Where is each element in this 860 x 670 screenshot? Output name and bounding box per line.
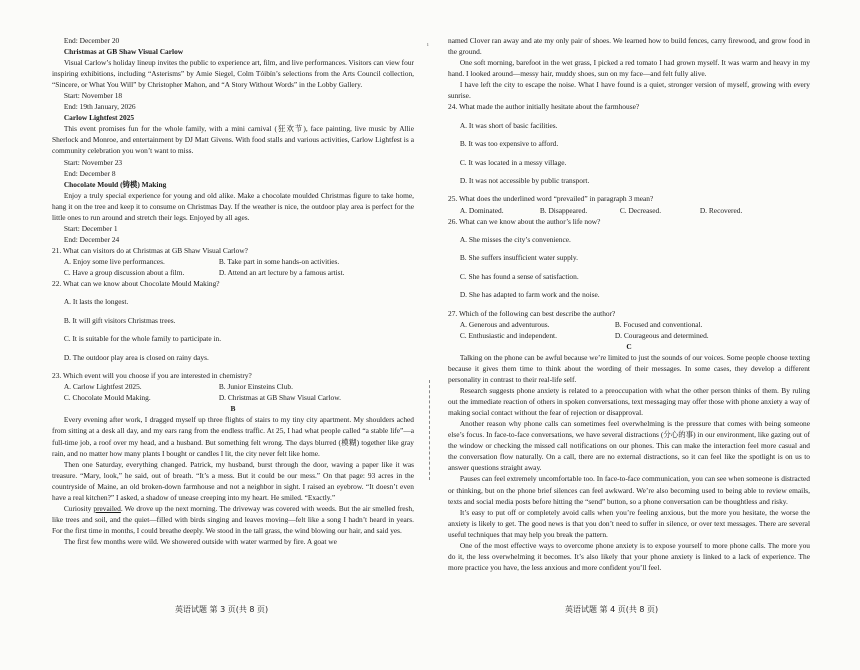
underlined-word: prevailed	[93, 503, 121, 513]
option-d[interactable]: D. She has adapted to farm work and the noise.	[459, 290, 600, 300]
question-27-options-row	[448, 330, 810, 341]
section-b-heading: B	[230, 404, 236, 414]
event-description: Visual Carlow’s holiday lineup invites the public to experience art, film, and live performances. Visitors can view four inspiring exhibitions, including “Asterisms” by Amie Siegel, Colm Tóibín’s selections from the Arts Council collection, “Sincere, or What You Will” by Christopher Mahon, and “A Story Without Words” in the Lobby Gallery.	[52, 58, 414, 90]
option-a[interactable]: A. Carlow Lightfest 2025.	[63, 382, 142, 392]
event-end-date: End: December 24	[63, 234, 120, 244]
option-a[interactable]: A. Dominated.	[459, 205, 504, 215]
question-25-stem: 25. What does the underlined word “prevailed” in paragraph 3 mean?	[448, 194, 654, 204]
option-d[interactable]: D. Recovered.	[699, 205, 743, 215]
option-d[interactable]: D. It was not accessible by public transport.	[459, 176, 590, 186]
event-end-date: End: 19th January, 2026	[63, 102, 136, 112]
page-footer: 英语试题 第 3 页(共 8 页)	[175, 605, 269, 614]
question-22-stem: 22. What can we know about Chocolate Mould Making?	[52, 279, 220, 289]
option-a[interactable]: A. It lasts the longest.	[63, 297, 129, 307]
option-a[interactable]: A. She misses the city’s convenience.	[459, 235, 571, 244]
question-24-stem: 24. What made the author initially hesitate about the farmhouse?	[448, 102, 640, 112]
option-b[interactable]: B. Junior Einsteins Club.	[218, 382, 293, 392]
paragraph-text: . We drove up the next morning. The driveway was covered with weeds. But the air smelled fresh, like trees and soil, and the quiet—filled with birds singing and leaves moving—felt like a song I hadn’t heard in years. For the first time in months, I could breathe deeply. We stood in the tall grass, the wind blowing our hair, and said yes.	[52, 503, 414, 535]
event-start-date: Start: December 1	[63, 223, 118, 233]
question-25-options-row	[448, 205, 810, 216]
option-c[interactable]: C. She has found a sense of satisfaction.	[459, 271, 579, 281]
option-d[interactable]: D. Courageous and determined.	[614, 330, 709, 340]
option-c[interactable]: C. Enthusiastic and independent.	[459, 330, 557, 340]
question-21-options-row	[52, 267, 414, 278]
option-d[interactable]: D. Attend an art lecture by a famous artist.	[218, 267, 345, 277]
passage-c-paragraph: Another reason why phone calls can sometimes feel overwhelming is the pressure that comes with being someone else’s focus. In face-to-face conversations, we have several distractions (分心的事) in our environment, like gazing out of the window or checking the missed call notifications on our phones. This can make the interaction feel more casual and the conversation flow naturally. On a call, there are no external distractions, so it can feel like the spotlight is on us to answer questions straight away.	[448, 419, 810, 473]
passage-c-paragraph: Talking on the phone can be awful because we’re limited to just the sounds of our voices. Some people choose texting because it gives them time to think about the wording of their messages. In some cases, they develop a different personality in contrast to their real-life self.	[448, 352, 810, 385]
option-c[interactable]: C. Chocolate Mould Making.	[63, 393, 151, 403]
event-start-date: Start: November 18	[63, 91, 123, 101]
option-c[interactable]: C. It is suitable for the whole family to participate in.	[63, 334, 222, 344]
passage-b-paragraph: Then one Saturday, everything changed. Patrick, my husband, burst through the door, waving a paper like it was treasure. “Mary, look,” he said, out of breath. “It’s a mess. But it could be our mess.” On that page: 93 acres in the countryside of Maine, an old broken-down farmhouse and not a neighbor in sight. I raised an eyebrow. “It doesn’t even have a real kitchen?” I asked, a shadow of unease creeping into my heart. He smiled. “Exactly.”	[52, 459, 414, 502]
paragraph-text: Curiosity	[63, 503, 94, 513]
passage-c-paragraph: Research suggests phone anxiety is related to a preoccupation with what the other person thinks of them. By ruling out the immediate reaction of others in spoken conversations, text messaging may offer those with phone anxiety a way of making social contact without the fear of rejection or disapproval.	[448, 386, 810, 418]
option-b[interactable]: B. It will gift visitors Christmas trees.	[63, 315, 176, 325]
binding-mark: ı	[427, 42, 429, 48]
option-a[interactable]: A. Generous and adventurous.	[459, 319, 550, 329]
passage-b-paragraph: I have left the city to escape the noise. What I have found is a quiet, stronger version of myself, growing with every sunrise.	[448, 80, 810, 101]
question-26-stem: 26. What can we know about the author’s life now?	[448, 216, 601, 226]
option-b[interactable]: B. Take part in some hands-on activities.	[218, 256, 340, 266]
event-description: Enjoy a truly special experience for young and old alike. Make a chocolate moulded Christmas figure to take home, hang it on the tree and keep it to consume on Christmas Day. If the weather is nice, the outdoor play area is perfect for the little ones to run around and stretch their legs. Enjoyed by all ages.	[52, 190, 414, 222]
event-description: This event promises fun for the whole family, with a mini carnival (狂欢节), face painting, live music by Allie Sherlock and Monroe, and entertainment by DJ Matt Givens. With food stalls and various activities, Carlow Lightfest is a community celebration you won’t want to miss.	[52, 124, 414, 156]
event-title: Christmas at GB Shaw Visual Carlow	[63, 47, 184, 57]
right-column	[448, 35, 810, 573]
question-23-stem: 23. Which event will you choose if you are interested in chemistry?	[52, 371, 252, 381]
passage-b-paragraph: named Clover ran away and ate my only pair of shoes. We learned how to build fences, carry firewood, and grow food in the ground.	[448, 36, 810, 57]
question-27-stem: 27. Which of the following can best describe the author?	[448, 308, 616, 318]
passage-b-paragraph: The first few months were wild. We showered outside with water warmed by fire. A goat we	[63, 536, 337, 546]
event-title: Chocolate Mould (铸模) Making	[63, 179, 167, 189]
event-title: Carlow Lightfest 2025	[63, 113, 135, 123]
left-column	[52, 35, 414, 547]
question-23-options-row	[52, 392, 414, 403]
passage-b-paragraph: Every evening after work, I dragged myself up three flights of stairs to my tiny city apartment. My shoulders ached from sitting at a desk all day, and my ears rang from the endless traffic. At 25, I had what people called “a stable life”—a full-time job, a roof over my head, and a husband. But something felt wrong. The days blurred (模糊) together like gray rain, and no matter how many plants I bought or candles I lit, the city never felt like home.	[52, 415, 414, 458]
page-footer: 英语试题 第 4 页(共 8 页)	[565, 605, 659, 614]
option-c[interactable]: C. Decreased.	[619, 205, 662, 215]
event-start-date: Start: November 23	[63, 157, 123, 167]
option-d[interactable]: D. Christmas at GB Shaw Visual Carlow.	[218, 393, 341, 403]
option-a[interactable]: A. Enjoy some live performances.	[63, 256, 165, 266]
option-d[interactable]: D. The outdoor play area is closed on rainy days.	[63, 352, 209, 362]
question-21-options-row	[52, 256, 414, 267]
option-b[interactable]: B. It was too expensive to afford.	[459, 139, 559, 149]
page-divider	[429, 380, 430, 480]
passage-b-paragraph: One soft morning, barefoot in the wet grass, I picked a red tomato I had grown myself. It was warm and heavy in my hand. I looked around—messy hair, muddy shoes, sun on my face—and felt fully alive.	[448, 58, 810, 79]
event-end-date: End: December 8	[63, 168, 116, 178]
option-b[interactable]: B. Disappeared.	[539, 205, 588, 215]
question-23-options-row	[52, 381, 414, 392]
passage-c-paragraph: Pauses can feel extremely uncomfortable too. In face-to-face communication, you can see when someone is distracted or thinking, but on the phone brief silences can feel awkward. We’re also becoming used to being able to review emails, texts and social media posts before hitting the “send” button, so a phone conversation can be thoughtless and risky.	[448, 474, 810, 506]
option-c[interactable]: C. It was located in a messy village.	[459, 157, 567, 167]
option-c[interactable]: C. Have a group discussion about a film.	[63, 267, 185, 277]
passage-c-paragraph: One of the most effective ways to overcome phone anxiety is to expose yourself to more phone calls. The more you do it, the less overwhelming it becomes. It’s also likely that your phone anxiety is linked to a lack of experience. The more practice you have, the less anxious and more confident you’ll feel.	[448, 540, 810, 572]
event-end-date: End: December 20	[63, 36, 120, 45]
option-b[interactable]: B. She suffers insufficient water supply.	[459, 253, 578, 263]
passage-b-paragraph	[52, 503, 414, 536]
question-21-stem: 21. What can visitors do at Christmas at GB Shaw Visual Carlow?	[52, 245, 248, 255]
question-27-options-row	[448, 319, 810, 330]
option-a[interactable]: A. It was short of basic facilities.	[459, 120, 558, 130]
passage-c-paragraph: It’s easy to put off or completely avoid calls when you’re feeling anxious, but the more you hesitate, the worse the anxiety is likely to get. The good news is that you don’t need to suffer in silence, or over text messages. There are several useful techniques that may help you break the pattern.	[448, 507, 810, 539]
section-c-heading: C	[626, 341, 632, 351]
option-b[interactable]: B. Focused and conventional.	[614, 319, 703, 329]
